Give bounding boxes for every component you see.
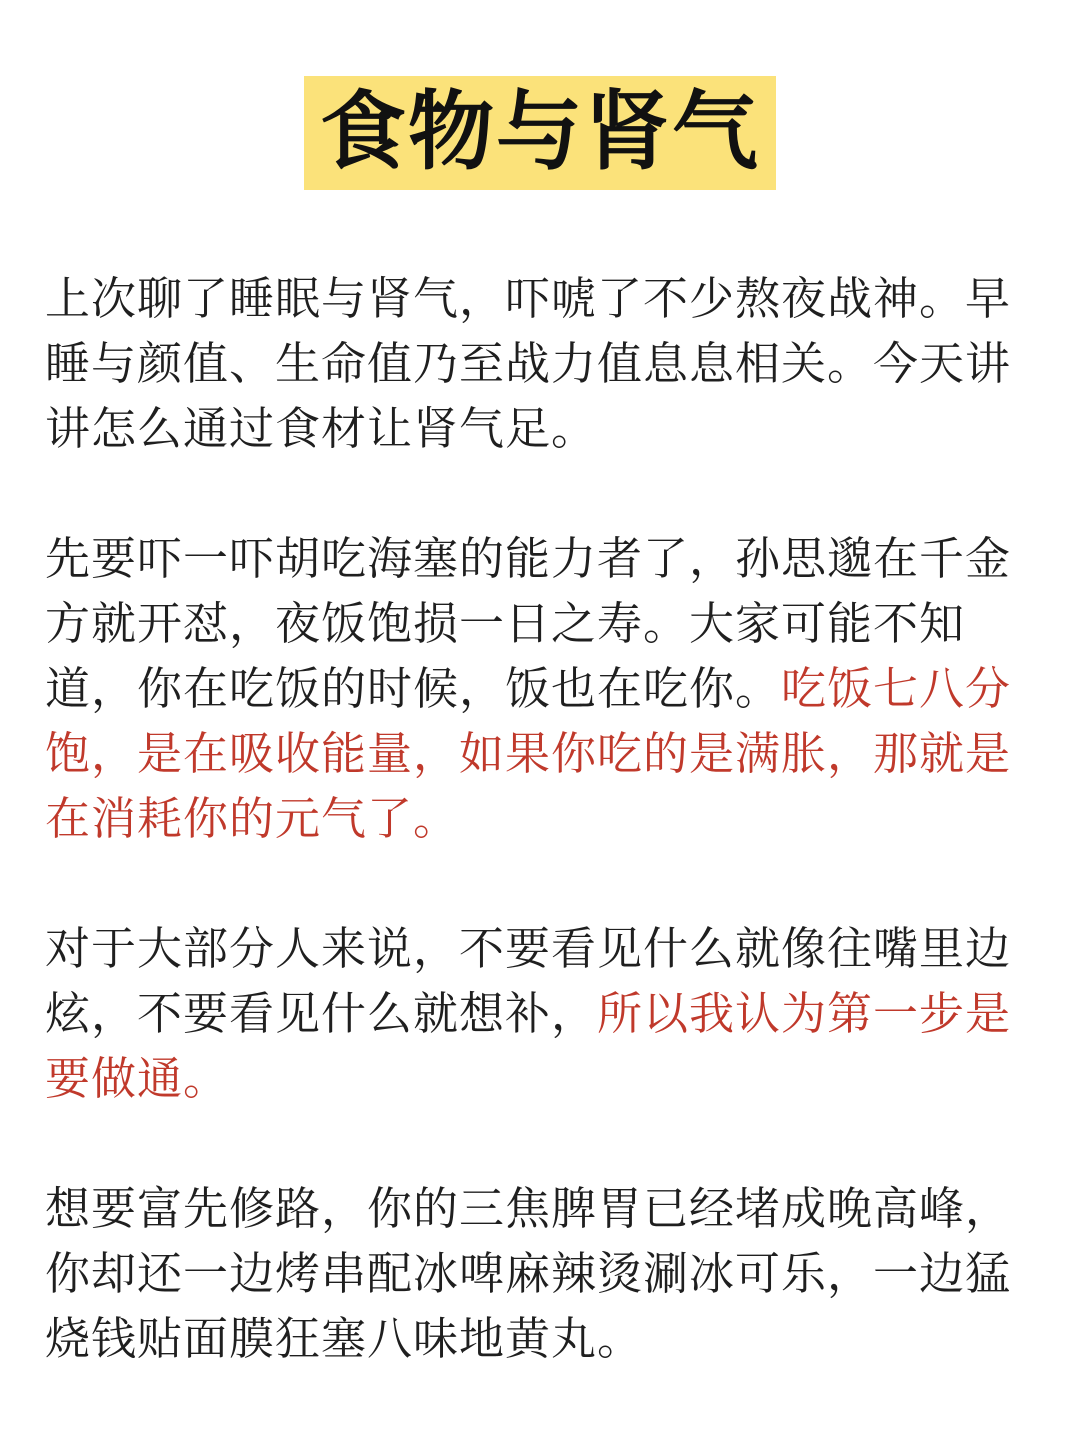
page-title: 食物与肾气: [304, 76, 776, 190]
paragraph-4-text: 想要富先修路，你的三焦脾胃已经堵成晚高峰，你却还一边烤串配冰啤麻辣烫涮冰可乐，一边猛烧钱贴面膜狂塞八味地黄丸。: [45, 1182, 1012, 1365]
paragraph-3-text: 对于大部分人来说，不要看见什么就像往嘴里边炫，不要看见什么就想补，: [45, 922, 1012, 1040]
title-container: [0, 76, 1080, 190]
paragraph-1-text: 上次聊了睡眠与肾气，吓唬了不少熬夜战神。早睡与颜值、生命值乃至战力值息息相关。今天讲讲怎么通过食材让肾气足。: [45, 272, 1012, 455]
paragraph-2-text: 先要吓一吓胡吃海塞的能力者了，孙思邈在千金方就开怼，夜饭饱损一日之寿。大家可能不知道，你在吃饭的时候，饭也在吃你。: [45, 532, 1012, 715]
paragraph-4: [45, 1176, 1035, 1371]
paragraph-2-highlight: 吃饭七八分饱，是在吸收能量，如果你吃的是满胀，那就是在消耗你的元气了。: [45, 662, 1012, 845]
paragraph-3: [45, 916, 1035, 1111]
paragraph-2: [45, 526, 1035, 851]
paragraph-1: [45, 266, 1035, 461]
article-body: [45, 266, 1035, 1436]
paragraph-3-highlight: 所以我认为第一步是要做通。: [45, 987, 1012, 1105]
